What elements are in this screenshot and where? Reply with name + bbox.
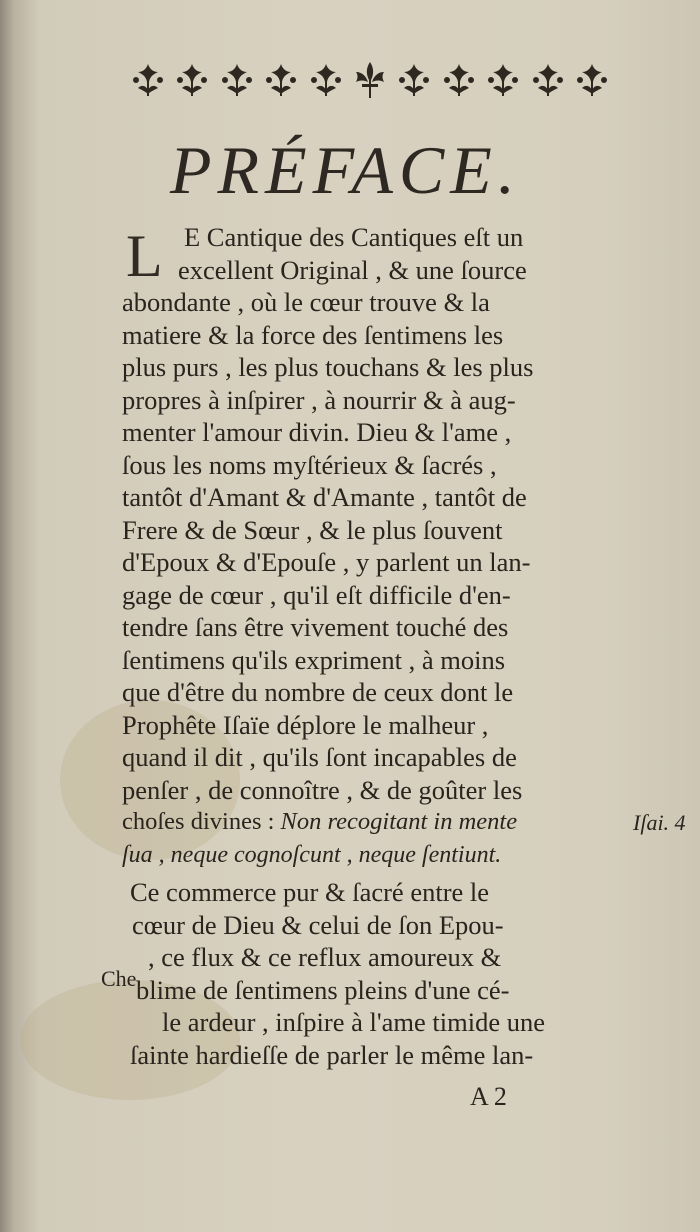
fleuron-icon (217, 60, 257, 100)
text-line: d'Epoux & d'Epouſe , y parlent un lan- (122, 547, 531, 577)
text-line: , ce flux & ce reflux amoureux & (148, 942, 502, 972)
text-line: excellent Original , & une ſource (178, 254, 527, 285)
text-line: menter l'amour divin. Dieu & l'ame , (122, 417, 512, 447)
margin-reference: Iſai. 4 (633, 810, 686, 835)
latin-quotation-line: ſua , neque cognoſcunt , neque ſentiunt. (122, 841, 502, 868)
drop-cap-letter: L (126, 223, 163, 289)
fleuron-icon (261, 60, 301, 100)
text-line: que d'être du nombre de ceux dont le (122, 677, 514, 707)
text-line: propres à inſpirer , à nourrir & à aug- (122, 384, 516, 415)
fleuron-icon (128, 60, 168, 100)
fleuron-icon (572, 60, 612, 100)
text-line: tendre ſans être vivement touché des (122, 612, 509, 642)
fleuron-icon (439, 60, 479, 100)
text-line (122, 806, 642, 839)
text-line: ſentimens qu'ils expriment , à moins (122, 644, 506, 675)
latin-quotation: Non recogitant in mente (280, 808, 518, 835)
text-line: E Cantique des Cantiques eſt un (184, 222, 524, 252)
text-line: plus purs , les plus touchans & les plus (122, 352, 534, 382)
text-line: tantôt d'Amant & d'Amante , tantôt de (122, 482, 527, 512)
decorative-ornament-band (128, 58, 612, 102)
text-line: ſous les noms myſtérieux & ſacrés , (122, 449, 497, 480)
text-line: Ce commerce pur & ſacré entre le (130, 877, 490, 907)
text-line: abondante , où le cœur trouve & la (122, 287, 490, 317)
text-line: quand il dit , qu'ils ſont incapables de (122, 742, 517, 772)
fleuron-icon (306, 60, 346, 100)
fleuron-icon (528, 60, 568, 100)
fleuron-icon (172, 60, 212, 100)
text-line: Frere & de Sœur , & le plus ſouvent (122, 514, 503, 545)
paragraph-2 (122, 876, 642, 1071)
text-line: blime de ſentimens pleins d'une cé- (136, 974, 510, 1005)
text-line: ſainte hardieſſe de parler le même lan- (130, 1039, 534, 1070)
margin-fragment: Che (101, 966, 137, 991)
text-line: penſer , de connoître , & de goûter les (122, 774, 523, 805)
text-line: cœur de Dieu & celui de ſon Epou- (132, 909, 504, 940)
fleuron-icon (394, 60, 434, 100)
text-line: Prophête Iſaïe déplore le malheur , (122, 709, 489, 740)
text-roman: choſes divines : (122, 808, 281, 835)
page-signature-mark: A 2 (470, 1082, 507, 1111)
page-title: PRÉFACE. (170, 132, 521, 208)
text-line: gage de cœur , qu'il eſt difficile d'en- (122, 579, 511, 610)
text-line: le ardeur , inſpire à l'ame timide une (162, 1007, 545, 1037)
text-line: matiere & la force des ſentimens les (122, 319, 504, 350)
fleuron-icon (483, 60, 523, 100)
fleur-de-lis-icon (350, 60, 390, 100)
paragraph-1 (122, 221, 642, 871)
